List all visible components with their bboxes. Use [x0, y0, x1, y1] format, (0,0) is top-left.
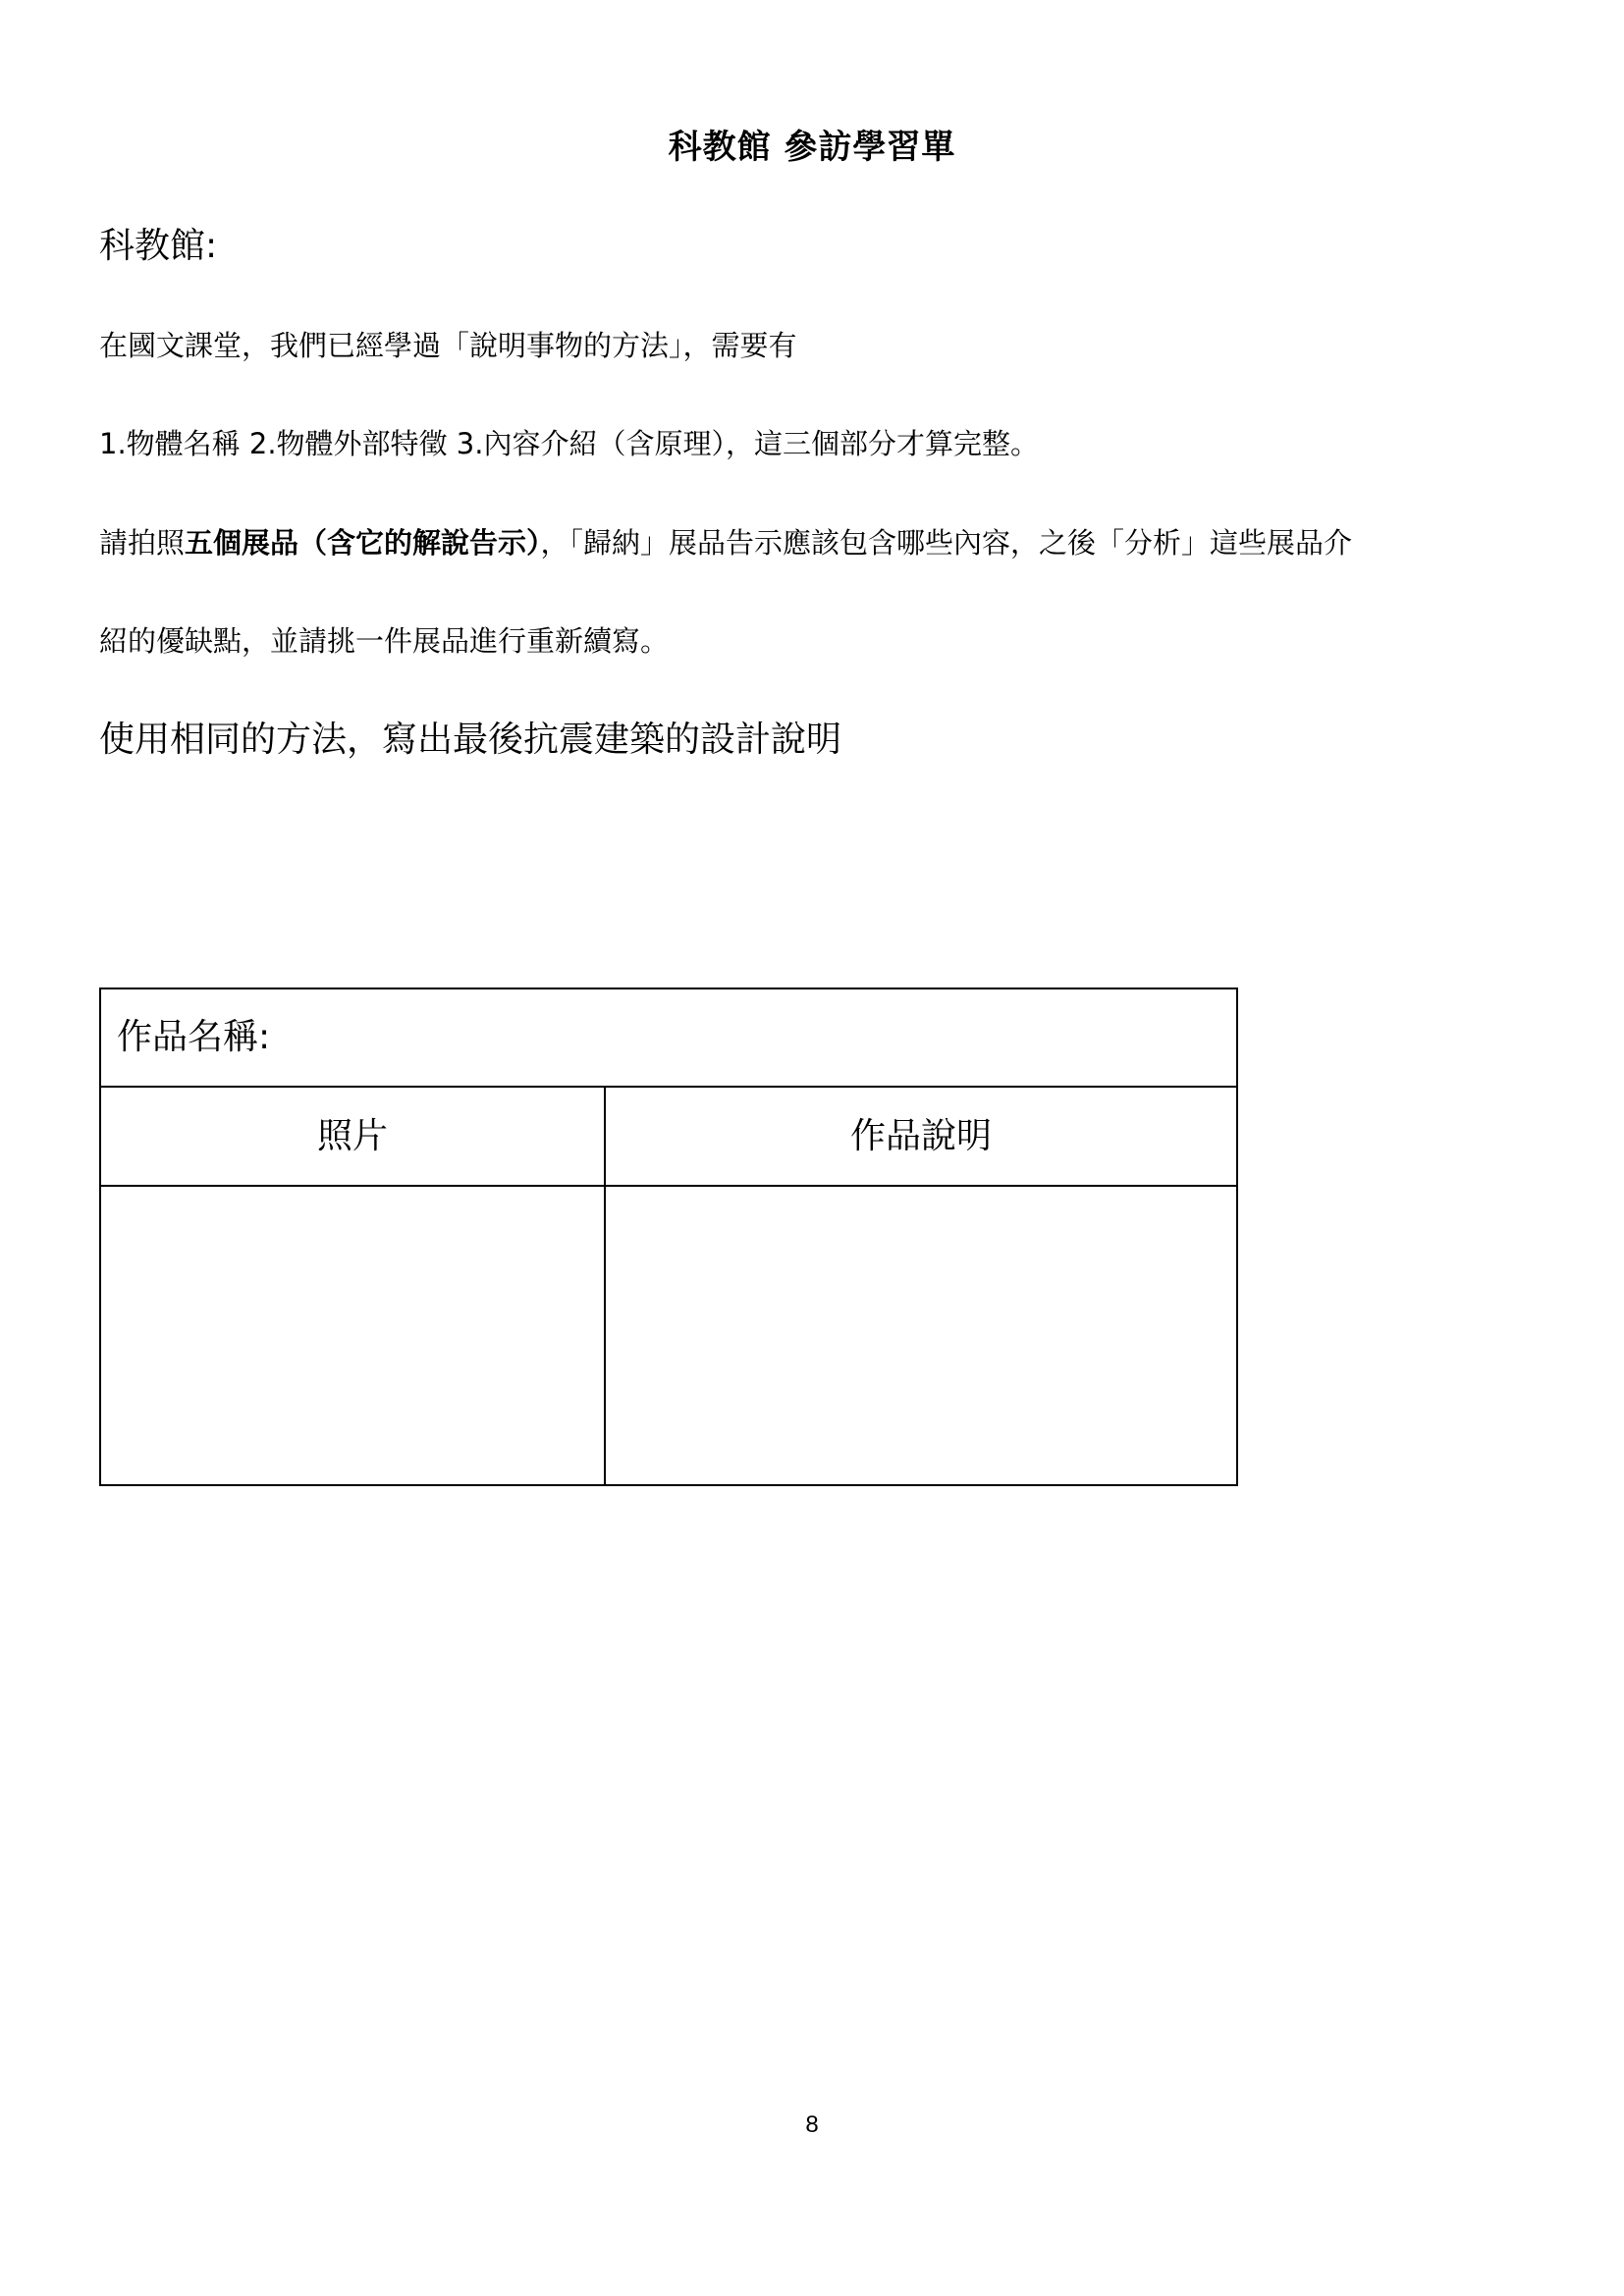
- task-paragraph: [99, 523, 1352, 562]
- work-name-row: [100, 988, 1237, 1087]
- design-instruction: 使用相同的方法，寫出最後抗震建築的設計說明: [99, 720, 842, 760]
- task-prefix: 請拍照: [99, 526, 186, 560]
- description-cell[interactable]: [605, 1186, 1237, 1485]
- table-body-row: [100, 1186, 1237, 1485]
- work-table: [99, 988, 1238, 1486]
- page-number: 8: [805, 2111, 819, 2138]
- task-continuation-paragraph: 紹的優缺點，並請挑一件展品進行重新續寫。: [99, 624, 670, 658]
- task-bold-emphasis: 五個展品（含它的解說告示）: [185, 526, 541, 560]
- photo-header: 照片: [100, 1087, 605, 1185]
- requirements-paragraph: 1.物體名稱 2.物體外部特徵 3.內容介紹（含原理），這三個部分才算完整。: [99, 427, 1039, 460]
- task-suffix: ，「歸納」展品告示應該包含哪些內容，之後「分析」這些展品介: [540, 526, 1353, 560]
- page-title: 科教館 參訪學習單: [668, 128, 956, 167]
- description-header: 作品說明: [605, 1087, 1237, 1185]
- work-name-cell[interactable]: 作品名稱:: [100, 988, 1237, 1087]
- subject-label: 科教館:: [99, 226, 218, 266]
- intro-paragraph: 在國文課堂，我們已經學過「說明事物的方法」，需要有: [99, 329, 797, 362]
- table-header-row: [100, 1087, 1237, 1185]
- photo-cell[interactable]: [100, 1186, 605, 1485]
